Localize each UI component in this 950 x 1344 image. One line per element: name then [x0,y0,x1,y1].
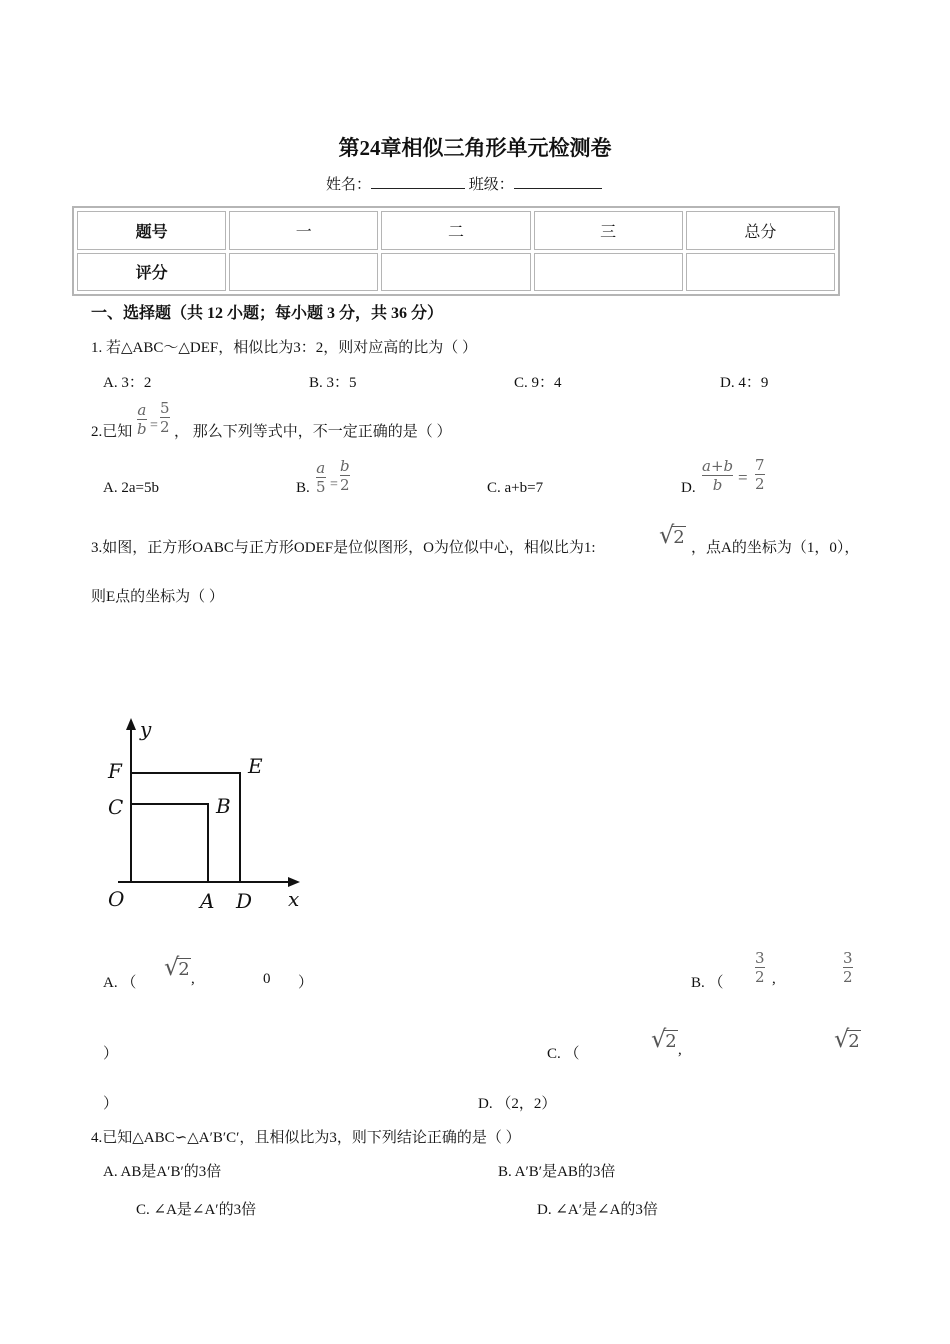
fraction-denominator: b [137,420,147,438]
q3-c-close: ） [103,1096,119,1112]
score-label: 评分 [77,253,226,292]
q3-stem-line2: 则E点的坐标为（ ） [91,589,224,605]
q3-b-close: ） [103,1046,119,1062]
fraction-numerator: 3 [755,949,765,967]
q3-a-zero: 0 [263,971,271,987]
label-d: D [236,889,253,913]
fraction-numerator: a+b [702,457,734,475]
score-table [72,206,840,296]
q2-d-equals: = [738,468,748,487]
q4-option-b[interactable]: B. A′B′是AB的3倍 [498,1164,616,1180]
class-label: 班级： [468,177,514,193]
score-header-row [77,211,835,250]
col-total: 总分 [686,211,835,250]
score-cell[interactable] [381,253,530,292]
fraction-numerator: 5 [160,399,170,417]
q2-b-equals: = [330,477,338,492]
q3-b-fraction-3-over-2-second [843,950,853,985]
q2-equals: = [150,418,158,433]
x-axis-arrow [288,877,300,887]
fraction-numerator: a [137,401,147,419]
fraction-numerator: 7 [755,456,765,474]
q2-fraction-5-over-2 [160,400,170,435]
q3-coordinate-figure [100,716,310,916]
q3-option-d[interactable]: D. （2，2） [478,1096,557,1112]
label-x: x [288,887,300,911]
name-class-line [326,172,602,194]
page-title: 第24章相似三角形单元检测卷 [338,136,612,160]
q3-c-comma: , [678,1042,682,1058]
label-a: A [200,889,215,913]
q4-option-c[interactable]: C. ∠A是∠A′的3倍 [136,1202,257,1218]
q3-c-sqrt-2: √2 [651,1025,677,1053]
fraction-denominator: 2 [755,968,765,986]
q3-b-fraction-3-over-2 [755,950,765,985]
q1-stem: 1. 若△ABC～△DEF，相似比为3：2，则对应高的比为（ ） [91,340,478,356]
q3-sqrt-2: √2 [659,521,685,549]
q4-option-d[interactable]: D. ∠A′是∠A的3倍 [537,1202,658,1218]
q4-stem: 4.已知△ABC∽△A′B′C′，且相似比为3，则下列结论正确的是（ ） [91,1130,521,1146]
q3-option-b[interactable]: B. （ [691,975,724,991]
y-axis-arrow [126,718,136,730]
score-cell[interactable] [686,253,835,292]
q2-prefix: 2.已知 [91,424,133,440]
q2-option-d[interactable]: D. [681,480,696,496]
fraction-numerator: b [340,457,350,475]
q2-suffix: ， 那么下列等式中，不一定正确的是（ ） [174,424,452,440]
q2-d-fraction-apb-over-b [702,458,733,493]
score-cell[interactable] [229,253,378,292]
label-y: y [140,717,152,741]
sqrt-argument: 2 [848,1031,860,1052]
name-blank[interactable] [371,172,465,189]
q2-option-a[interactable]: A. 2a=5b [103,480,159,496]
square-odef [131,773,240,882]
label-f: F [108,759,122,783]
q2-d-fraction-7-over-2 [755,457,765,492]
fraction-denominator: 2 [755,475,765,493]
fraction-denominator: b [712,476,723,494]
label-b: B [216,794,231,818]
fraction-numerator: 3 [843,949,853,967]
q3-a-close: ） [298,975,314,991]
q3-c-sqrt-2-second: √2 [834,1025,860,1053]
name-label: 姓名： [326,177,372,193]
q1-option-c[interactable]: C. 9：4 [514,375,562,391]
label-o: O [108,887,125,911]
q2-option-b[interactable]: B. [296,480,310,496]
section-heading: 一、选择题（共 12 小题；每小题 3 分，共 36 分） [91,305,444,322]
q1-option-b[interactable]: B. 3：5 [309,375,357,391]
label-e: E [248,754,263,778]
fraction-denominator: 2 [340,476,350,494]
q3-stem-part2: ，点A的坐标为（1，0）， [691,540,860,556]
q3-stem-part1: 3.如图，正方形OABC与正方形ODEF是位似图形，O为位似中心，相似比为1: [91,540,596,556]
q2-b-fraction-a-over-5 [316,460,326,495]
q2-b-fraction-b-over-2 [340,458,350,493]
square-oabc [131,804,208,882]
q3-b-comma: , [772,971,776,987]
q2-fraction-a-over-b [137,402,147,437]
q4-option-a[interactable]: A. AB是A′B′的3倍 [103,1164,222,1180]
q1-option-a[interactable]: A. 3：2 [103,375,152,391]
sqrt-argument: 2 [665,1031,677,1052]
q3-option-c[interactable]: C. （ [547,1046,580,1062]
col-part-3: 三 [534,211,683,250]
label-c: C [108,795,124,819]
col-question-number: 题号 [77,211,226,250]
col-part-1: 一 [229,211,378,250]
fraction-denominator: 2 [843,968,853,986]
q3-option-a[interactable]: A. （ [103,975,137,991]
q2-option-c[interactable]: C. a+b=7 [487,480,544,496]
sqrt-argument: 2 [673,527,685,548]
q3-a-comma: , [191,971,195,987]
fraction-numerator: a [316,459,326,477]
class-blank[interactable] [514,172,602,189]
q3-a-sqrt-2: √2 [164,953,190,981]
fraction-denominator: 2 [160,418,170,436]
fraction-denominator: 5 [316,478,326,496]
col-part-2: 二 [381,211,530,250]
score-cell[interactable] [534,253,683,292]
q1-option-d[interactable]: D. 4：9 [720,375,769,391]
score-row [77,253,835,292]
sqrt-argument: 2 [178,959,190,980]
